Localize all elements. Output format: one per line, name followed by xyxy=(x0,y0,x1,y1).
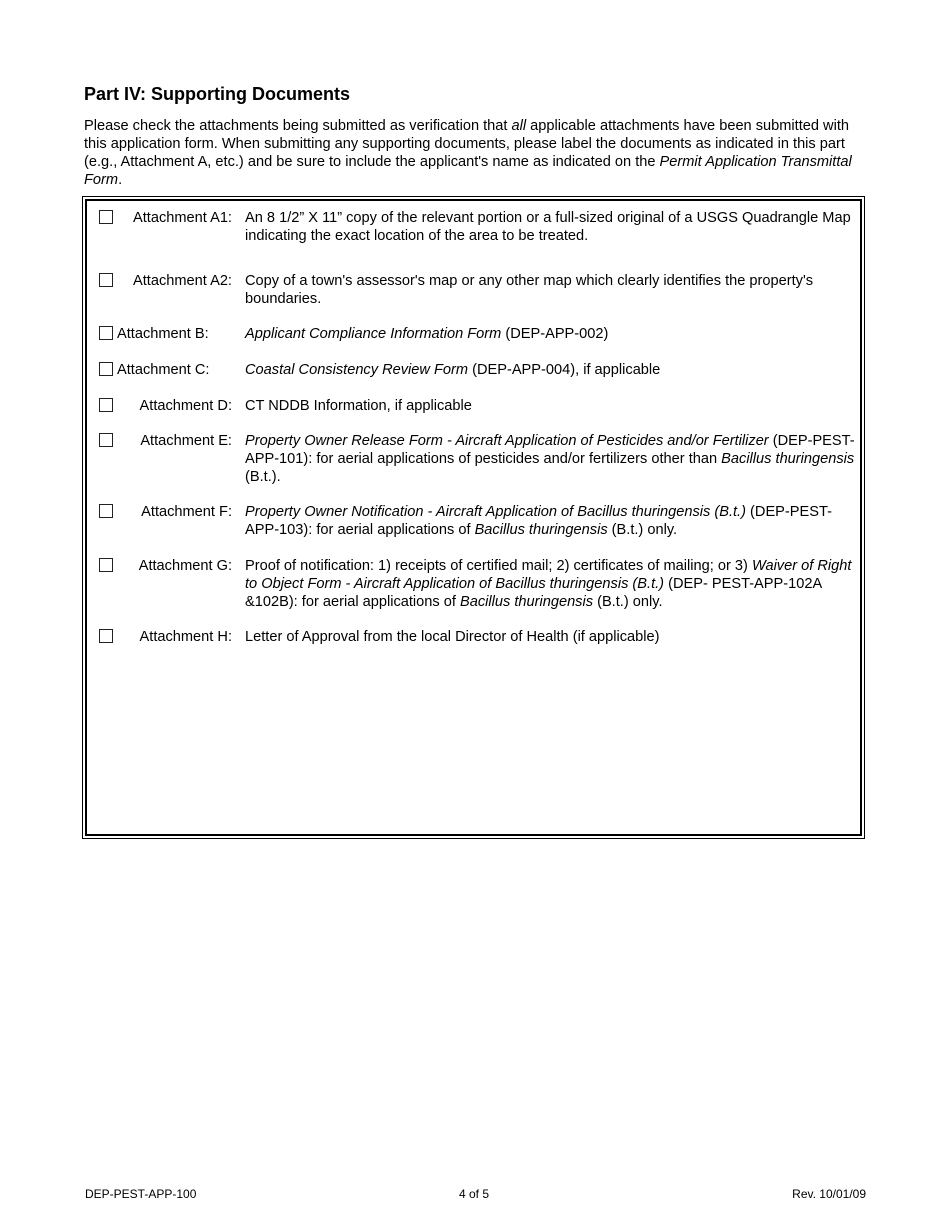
attachment-a1-description xyxy=(245,209,857,245)
attachment-g-label: Attachment G: xyxy=(138,558,232,574)
italic-text: all xyxy=(511,118,527,134)
attachment-e-label: Attachment E: xyxy=(140,433,232,449)
text-run: CT NDDB Information, if applicable xyxy=(245,398,472,414)
footer-form-id: DEP-PEST-APP-100 xyxy=(85,1187,197,1201)
italic-text: Bacillus thuringensis xyxy=(459,594,594,610)
attachment-e-checkbox[interactable] xyxy=(99,433,113,447)
italic-text: Coastal Consistency Review Form xyxy=(245,362,469,378)
attachment-h-description xyxy=(245,628,857,646)
attachment-d-label: Attachment D: xyxy=(139,398,232,414)
text-run: Please check the attachments being submitted as verification that xyxy=(84,118,512,134)
attachment-c-checkbox[interactable] xyxy=(99,362,113,376)
attachment-b-label: Attachment B: xyxy=(117,326,209,342)
text-run: (DEP-APP-004), if applicable xyxy=(468,362,661,378)
attachment-f-checkbox[interactable] xyxy=(99,504,113,518)
italic-text: Property Owner Release Form - Aircraft Application of Pesticides and/or Fertilizer xyxy=(245,433,769,449)
italic-text: Waiver of Right to Object Form - Aircraft Application of Bacillus thuringensis (B.t.) xyxy=(245,558,852,592)
italic-text: Bacillus thuringensis xyxy=(721,451,855,467)
footer-page-number: 4 of 5 xyxy=(459,1187,490,1201)
attachment-g-checkbox[interactable] xyxy=(99,558,113,572)
text-run: An 8 1/2” X 11” copy of the relevant portion or a full-sized original of a USGS Quadrangle Map indicating the exact location of the area to be treated. xyxy=(245,210,851,244)
attachment-d-checkbox[interactable] xyxy=(99,398,113,412)
attachment-b-checkbox[interactable] xyxy=(99,326,113,340)
text-run: applicable attachments have been submitted with this application form. When submitting any supporting documents, please label the documents as indicated in this part (e.g., Attachment A, etc.) and be sure to include the applicant's name as indicated on the xyxy=(84,118,850,170)
italic-text: Applicant Compliance Information Form xyxy=(245,326,502,342)
attachment-a2-label: Attachment A2: xyxy=(133,273,232,289)
text-run: (DEP-APP-002) xyxy=(501,326,609,342)
text-run: (DEP- PEST-APP-102A &102B): for aerial applications of xyxy=(245,576,822,610)
italic-text: Permit Application Transmittal Form xyxy=(84,154,852,188)
intro-paragraph xyxy=(84,117,874,189)
attachment-a1-label: Attachment A1: xyxy=(133,210,232,226)
attachment-a2-checkbox[interactable] xyxy=(99,273,113,287)
text-run: (DEP-PEST-APP-101): for aerial applications of pesticides and/or fertilizers other than xyxy=(245,433,855,467)
attachment-c-description xyxy=(245,361,857,379)
text-run: (B.t.) only. xyxy=(593,594,663,610)
section-title: Part IV: Supporting Documents xyxy=(84,84,351,104)
attachment-g-description xyxy=(245,557,857,611)
attachment-b-description xyxy=(245,325,857,343)
text-run: Proof of notification: 1) receipts of certified mail; 2) certificates of mailing; or 3) xyxy=(245,558,752,574)
attachment-h-label: Attachment H: xyxy=(139,629,232,645)
attachment-e-description xyxy=(245,432,857,486)
attachment-d-description xyxy=(245,397,857,415)
attachments-box xyxy=(82,196,865,839)
text-run: . xyxy=(118,172,123,188)
text-run: (B.t.). xyxy=(245,469,281,485)
footer-revision: Rev. 10/01/09 xyxy=(792,1187,866,1201)
italic-text: Property Owner Notification - Aircraft Application of Bacillus thuringensis (B.t.) xyxy=(245,504,746,520)
attachment-f-description xyxy=(245,503,857,539)
text-run: Letter of Approval from the local Director of Health (if applicable) xyxy=(245,629,660,645)
attachment-h-checkbox[interactable] xyxy=(99,629,113,643)
attachment-f-label: Attachment F: xyxy=(141,504,232,520)
text-run: (B.t.) only. xyxy=(607,522,678,538)
text-run: Copy of a town's assessor's map or any other map which clearly identifies the property's boundaries. xyxy=(245,273,814,307)
attachment-a1-checkbox[interactable] xyxy=(99,210,113,224)
text-run: (DEP-PEST-APP-103): for aerial applications of xyxy=(245,504,832,538)
attachment-c-label: Attachment C: xyxy=(117,362,210,378)
attachment-a2-description xyxy=(245,272,857,308)
attachments-box-inner xyxy=(85,199,862,836)
italic-text: Bacillus thuringensis xyxy=(474,522,608,538)
